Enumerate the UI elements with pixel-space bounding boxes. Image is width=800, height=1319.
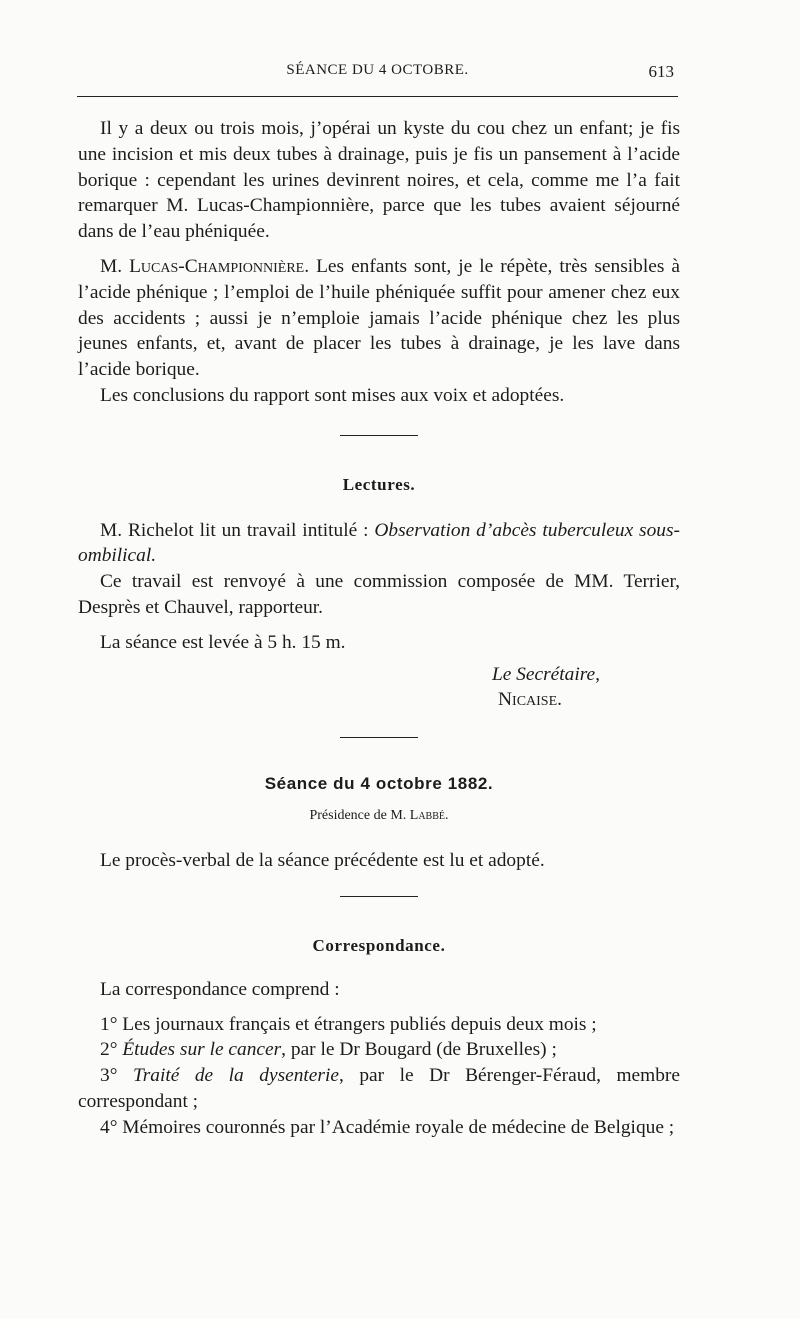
signature-name: Nicaise.: [498, 689, 562, 711]
signature-block: [78, 662, 680, 714]
correspondance-item: [78, 1063, 680, 1115]
paragraph-proces-verbal: Le procès-verbal de la séance précédente est lu et adopté.: [100, 850, 545, 872]
richelot-title: Observation d’abcès tuberculeux sous-ombilical.: [78, 519, 681, 567]
paragraph-seance-levee: La séance est levée à 5 h. 15 m.: [100, 631, 346, 653]
item-number: 3°: [100, 1065, 133, 1087]
lectures-heading: Lectures.: [342, 474, 416, 494]
paragraph-richelot: [78, 518, 680, 570]
paragraph-kyste: Il y a deux ou trois mois, j’opérai un kyste du cou chez un enfant; je fis une incision et mis deux tubes à drainage, puis je fis un pansement à l’acide borique : cependant les urines devinrent noires, et cela, comme me l’a fait remarquer M. Lucas-Championnière, parce que les tubes avaient séjourné dans de l’eau phéniquée.: [78, 118, 680, 243]
item-title: Études sur le cancer: [122, 1039, 282, 1061]
speaker-name: M. Lucas-Championnière.: [100, 255, 310, 277]
page-body: [78, 116, 680, 1141]
president-name: Labbé.: [409, 808, 449, 824]
item-text: , par le Dr Bérenger-Féraud, membre correspondant ;: [78, 1065, 680, 1112]
paragraph-conclusions: Les conclusions du rapport sont mises aux voix et adoptées.: [100, 384, 565, 406]
signature-role: Le Secrétaire,: [491, 663, 600, 685]
speaker-text: Les enfants sont, je le répète, très sensibles à l’acide phénique ; l’emploi de l’huile phéniquée suffit pour amener chez eux des accidents ; aussi je n’emploie jamais l’acide phénique chez les plus jeunes enfants, et, avant de placer les tubes à drainage, je les lave dans l’acide borique.: [78, 255, 681, 381]
correspondance-item: 4° Mémoires couronnés par l’Académie royale de médecine de Belgique ;: [100, 1116, 675, 1138]
running-header: [77, 62, 678, 86]
page-number: 613: [648, 62, 674, 81]
correspondance-item: 1° Les journaux français et étrangers publiés depuis deux mois ;: [100, 1013, 597, 1035]
paragraph-commission: Ce travail est renvoyé à une commission composée de MM. Terrier, Desprès et Chauvel, rapporteur.: [78, 571, 680, 618]
item-title: Traité de la dysenterie: [132, 1065, 339, 1087]
correspondance-heading: Correspondance.: [312, 935, 446, 955]
item-number: 2°: [100, 1039, 123, 1061]
correspondance-intro: La correspondance comprend :: [100, 978, 340, 1000]
correspondance-item: [78, 1037, 680, 1063]
seance-title: Séance du 4 octobre 1882.: [264, 774, 494, 794]
presidence-line: [78, 808, 680, 824]
richelot-text: M. Richelot lit un travail intitulé :: [100, 519, 375, 541]
header-rule: [77, 96, 678, 97]
running-title: SÉANCE DU 4 OCTOBRE.: [286, 62, 469, 78]
item-text: , par le Dr Bougard (de Bruxelles) ;: [281, 1039, 557, 1061]
presidence-prefix: Présidence de M.: [309, 808, 410, 824]
paragraph-lucas-championniere: [78, 254, 680, 383]
